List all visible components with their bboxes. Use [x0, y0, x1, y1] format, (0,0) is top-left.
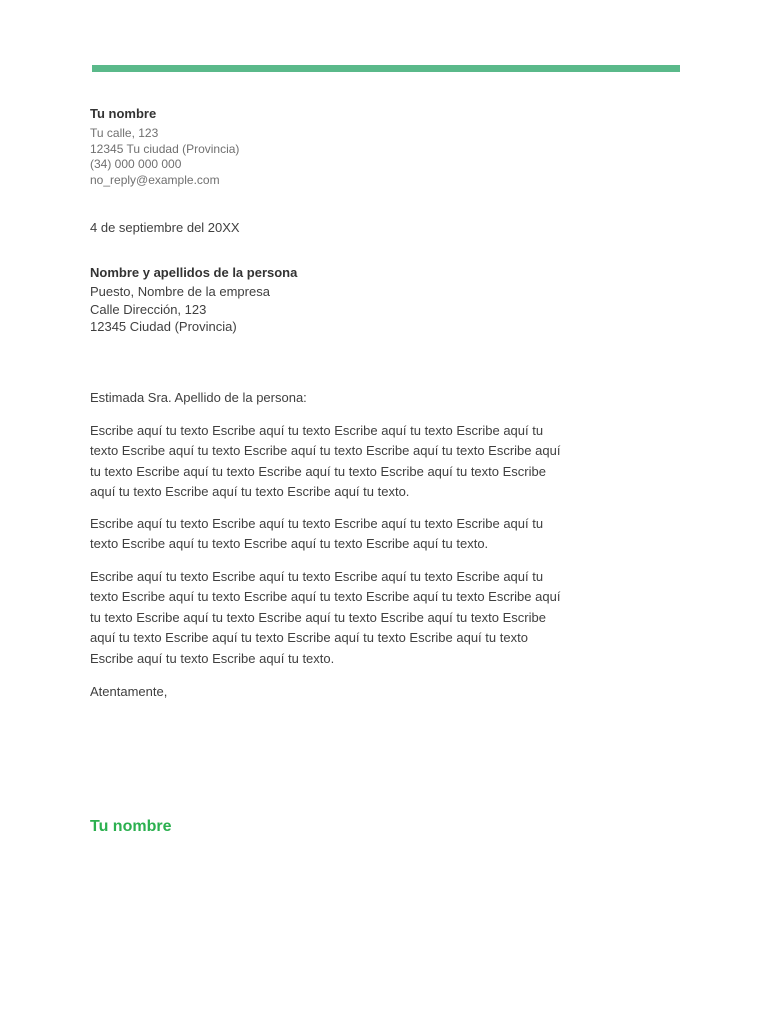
sender-phone: (34) 000 000 000	[90, 157, 182, 172]
closing: Atentamente,	[90, 684, 168, 699]
header-accent-rule	[92, 65, 680, 72]
recipient-city: 12345 Ciudad (Provincia)	[90, 319, 237, 334]
sender-street: Tu calle, 123	[90, 126, 159, 140]
salutation: Estimada Sra. Apellido de la persona:	[90, 390, 307, 405]
recipient-name: Nombre y apellidos de la persona	[90, 265, 298, 280]
letter-date: 4 de septiembre del 20XX	[90, 220, 240, 235]
sender-city: 12345 Tu ciudad (Provincia)	[90, 141, 240, 156]
sender-block	[90, 105, 590, 188]
sender-name: Tu nombre	[90, 106, 157, 121]
recipient-street: Calle Dirección, 123	[90, 301, 207, 317]
recipient-position: Puesto, Nombre de la empresa	[90, 284, 270, 299]
signature-name: Tu nombre	[90, 818, 172, 835]
body-paragraph-1: Escribe aquí tu texto Escribe aquí tu texto Escribe aquí tu texto Escribe aquí tu texto Escribe aquí tu texto Escribe aquí tu texto Escribe aquí tu texto Escribe aquí tu texto Escribe aquí tu texto Escribe aquí tu texto Escribe aquí tu texto Escribe aquí tu texto Escribe aquí tu texto Escribe aquí tu texto.	[90, 423, 561, 500]
body-paragraph-2: Escribe aquí tu texto Escribe aquí tu texto Escribe aquí tu texto Escribe aquí tu texto Escribe aquí tu texto Escribe aquí tu texto Escribe aquí tu texto.	[90, 516, 544, 552]
recipient-block	[90, 264, 590, 336]
sender-email: no_reply@example.com	[90, 172, 220, 187]
body-paragraph-3: Escribe aquí tu texto Escribe aquí tu texto Escribe aquí tu texto Escribe aquí tu texto Escribe aquí tu texto Escribe aquí tu texto Escribe aquí tu texto Escribe aquí tu texto Escribe aquí tu texto Escribe aquí tu texto Escribe aquí tu texto Escribe aquí tu texto Escribe aquí tu texto Escribe aquí tu texto Escribe aquí tu texto Escribe aquí tu texto Escribe aquí tu texto.	[90, 569, 561, 666]
